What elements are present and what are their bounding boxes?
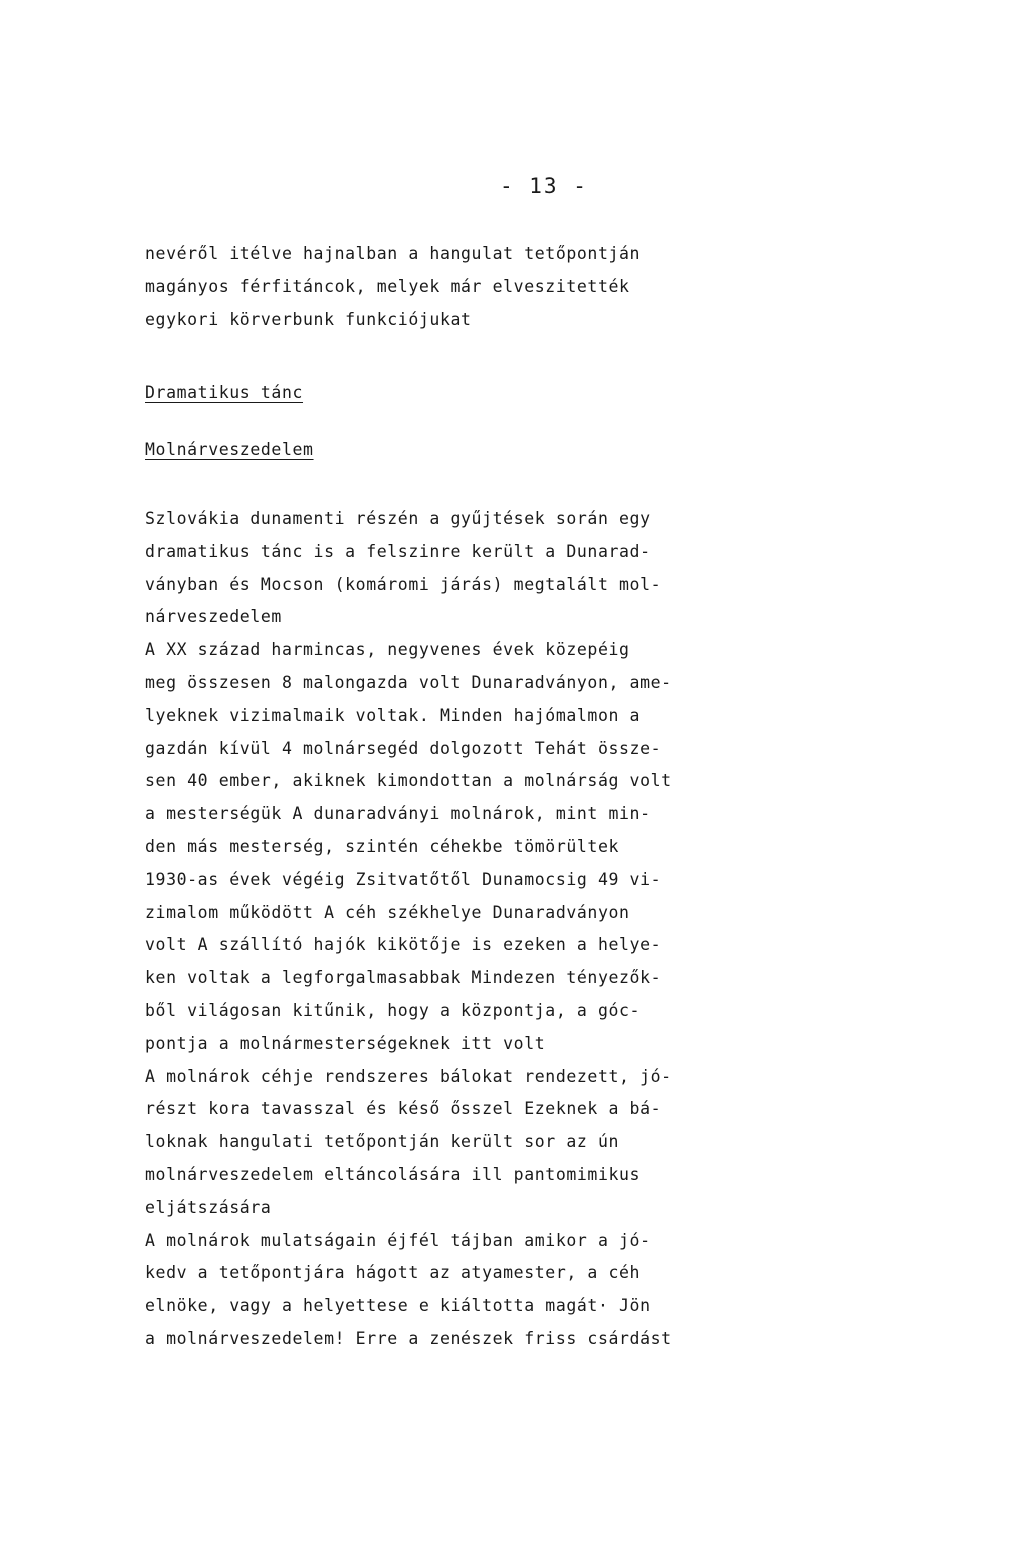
text-line: meg összesen 8 malongazda volt Dunaradványon, ame- [145,672,672,692]
text-line: gazdán kívül 4 molnársegéd dolgozott Tehát össze- [145,738,662,758]
text-line: részt kora tavasszal és késő ősszel Ezeknek a bá- [145,1099,662,1119]
text-line: Szlovákia dunamenti részén a gyűjtések során egy [145,509,651,528]
intro-paragraph [145,238,845,336]
text-line: ványban és Mocson (komáromi járás) megtalált mol- [145,574,662,594]
text-line: kedv a tetőpontjára hágott az atyamester, a céh [145,1263,641,1283]
text-line: sen 40 ember, akiknek kimondottan a molnárság volt [145,771,672,791]
text-line: eljátszására [145,1197,272,1217]
text-line: dramatikus tánc is a felszinre került a Dunarad- [145,541,651,561]
text-line: den más mesterség, szintén céhekbe tömörültek [145,836,620,856]
text-line: nárveszedelem [145,607,282,627]
text-line: elnöke, vagy a helyettese e kiáltotta magát· Jön [145,1296,651,1316]
text-line: ből világosan kitűnik, hogy a központja, a góc- [145,1000,641,1020]
text-line: 1930-as évek végéig Zsitvatőtől Dunamocsig 49 vi- [145,869,662,889]
page-number: - 13 - [500,174,588,198]
text-line: magányos férfitáncok, melyek már elveszitették [145,276,630,296]
text-line: nevéről itélve hajnalban a hangulat tetőpontján [145,244,641,263]
text-line: lyeknek vizimalmaik voltak. Minden hajómalmon a [145,705,641,725]
body-paragraphs [145,503,845,1356]
text-line: a mesterségük A dunaradványi molnárok, mint min- [145,804,651,824]
text-line: A molnárok mulatságain éjfél tájban amikor a jó- [145,1230,651,1250]
text-line: ken voltak a legforgalmasabbak Mindezen tényezők- [145,968,662,988]
text-line: volt A szállító hajók kikötője is ezeken a helye- [145,935,662,955]
text-line: zimalom működött A céh székhelye Dunaradványon [145,902,630,922]
text-line: A XX század harmincas, negyvenes évek közepéig [145,640,630,660]
section-heading: Dramatikus tánc [145,383,304,402]
text-line: a molnárveszedelem! Erre a zenészek friss csárdást [145,1328,672,1348]
text-line: pontja a molnármesterségeknek itt volt [145,1033,546,1053]
subsection-heading: Molnárveszedelem [145,440,314,459]
text-line: molnárveszedelem eltáncolására ill pantomimikus [145,1164,641,1184]
text-line: loknak hangulati tetőpontján került sor az ún [145,1132,620,1152]
text-line: A molnárok céhje rendszeres bálokat rendezett, jó- [145,1066,672,1086]
text-line: egykori körverbunk funkciójukat [145,309,472,329]
